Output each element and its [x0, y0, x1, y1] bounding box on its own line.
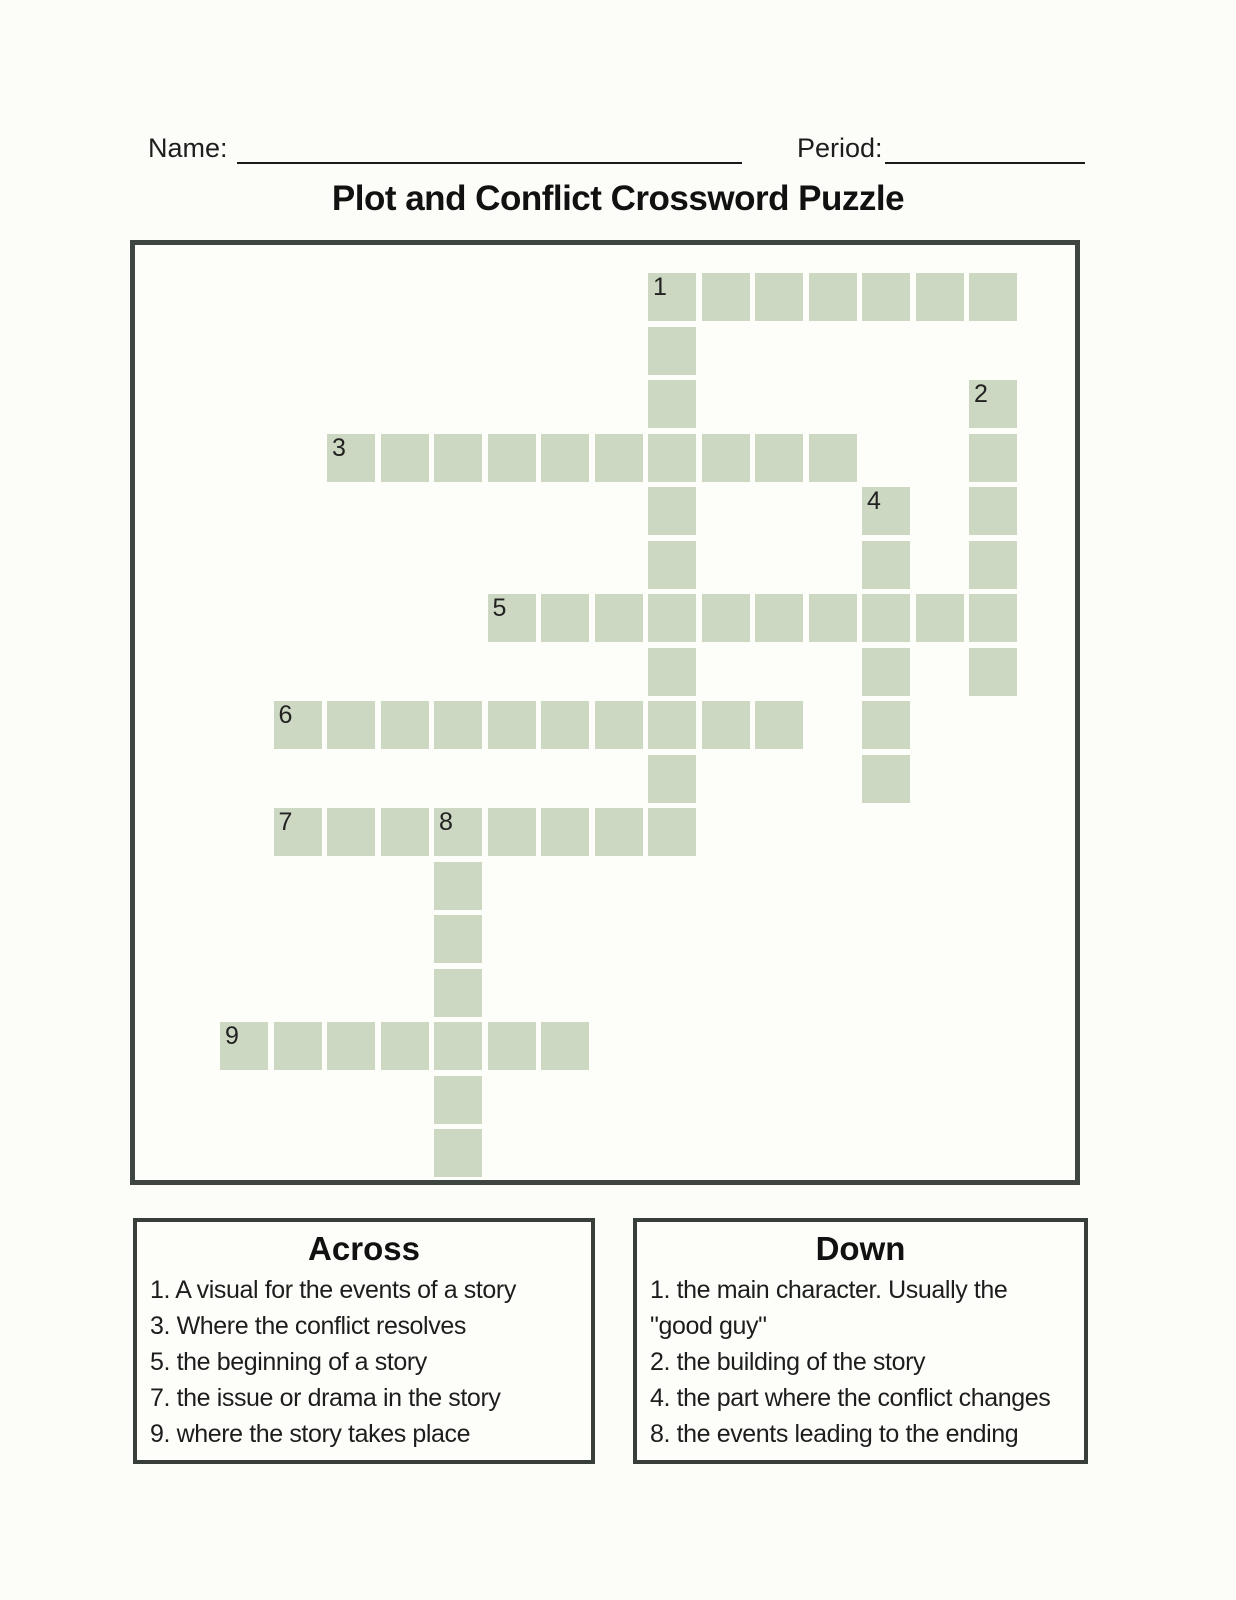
crossword-cell-r0c12[interactable] [862, 273, 910, 321]
crossword-cell-r14c4[interactable] [434, 1022, 482, 1070]
crossword-cell-r3c2[interactable] [327, 434, 375, 482]
crossword-cell-r3c9[interactable] [702, 434, 750, 482]
name-fill-line[interactable] [237, 162, 742, 164]
crossword-cell-r5c14[interactable] [969, 541, 1017, 589]
crossword-cell-r0c14[interactable] [969, 273, 1017, 321]
clue-number: 9 [225, 1022, 239, 1050]
clue-line: 5. the beginning of a story [150, 1348, 427, 1376]
crossword-cell-r9c12[interactable] [862, 755, 910, 803]
clue-line: 7. the issue or drama in the story [150, 1384, 501, 1412]
crossword-cell-r8c2[interactable] [327, 701, 375, 749]
crossword-cell-r3c6[interactable] [541, 434, 589, 482]
crossword-cell-r5c12[interactable] [862, 541, 910, 589]
crossword-cell-r8c1[interactable] [274, 701, 322, 749]
crossword-cell-r7c14[interactable] [969, 648, 1017, 696]
crossword-cell-r11c4[interactable] [434, 862, 482, 910]
clue-line: 9. where the story takes place [150, 1420, 471, 1448]
crossword-cell-r6c9[interactable] [702, 594, 750, 642]
clue-number: 4 [867, 487, 881, 515]
crossword-cell-r14c6[interactable] [541, 1022, 589, 1070]
crossword-cell-r0c13[interactable] [916, 273, 964, 321]
clue-line: 1. A visual for the events of a story [150, 1276, 516, 1304]
crossword-cell-r6c6[interactable] [541, 594, 589, 642]
across-clues-box [133, 1218, 595, 1464]
crossword-cell-r3c3[interactable] [381, 434, 429, 482]
crossword-cell-r10c8[interactable] [648, 808, 696, 856]
crossword-cell-r3c11[interactable] [809, 434, 857, 482]
crossword-cell-r7c12[interactable] [862, 648, 910, 696]
crossword-cell-r4c8[interactable] [648, 487, 696, 535]
crossword-cell-r10c4[interactable] [434, 808, 482, 856]
page-title: Plot and Conflict Crossword Puzzle [331, 179, 905, 218]
crossword-cell-r8c9[interactable] [702, 701, 750, 749]
crossword-cell-r3c14[interactable] [969, 434, 1017, 482]
across-heading: Across [308, 1230, 420, 1267]
crossword-cell-r6c11[interactable] [809, 594, 857, 642]
clue-line: "good guy" [650, 1312, 767, 1340]
crossword-cell-r2c14[interactable] [969, 380, 1017, 428]
crossword-cell-r12c4[interactable] [434, 915, 482, 963]
crossword-cell-r14c1[interactable] [274, 1022, 322, 1070]
down-clue-list [637, 1272, 1084, 1452]
crossword-cell-r3c5[interactable] [488, 434, 536, 482]
clue-line: 3. Where the conflict resolves [150, 1312, 466, 1340]
crossword-cell-r8c7[interactable] [595, 701, 643, 749]
crossword-cell-r10c7[interactable] [595, 808, 643, 856]
crossword-cell-r5c8[interactable] [648, 541, 696, 589]
clue-number: 5 [492, 594, 507, 622]
crossword-cell-r10c6[interactable] [541, 808, 589, 856]
crossword-cell-r7c8[interactable] [648, 648, 696, 696]
crossword-cell-r6c12[interactable] [862, 594, 910, 642]
clue-line: 8. the events leading to the ending [650, 1420, 1019, 1448]
crossword-cell-r14c3[interactable] [381, 1022, 429, 1070]
crossword-cell-r6c7[interactable] [595, 594, 643, 642]
crossword-cell-r10c2[interactable] [327, 808, 375, 856]
crossword-cell-r2c8[interactable] [648, 380, 696, 428]
crossword-cell-r3c4[interactable] [434, 434, 482, 482]
crossword-cell-r4c12[interactable] [862, 487, 910, 535]
crossword-cell-r8c12[interactable] [862, 701, 910, 749]
clue-number: 7 [278, 808, 293, 836]
clue-line: 4. the part where the conflict changes [650, 1384, 1051, 1412]
crossword-cell-r3c7[interactable] [595, 434, 643, 482]
crossword-cell-r6c5[interactable] [488, 594, 536, 642]
crossword-cell-r13c4[interactable] [434, 969, 482, 1017]
crossword-cell-r3c8[interactable] [648, 434, 696, 482]
crossword-grid [130, 240, 1080, 1185]
period-fill-line[interactable] [885, 162, 1085, 164]
crossword-cell-r3c10[interactable] [755, 434, 803, 482]
clue-number: 8 [439, 808, 453, 836]
crossword-cell-r10c5[interactable] [488, 808, 536, 856]
crossword-cell-r0c10[interactable] [755, 273, 803, 321]
crossword-cell-r8c5[interactable] [488, 701, 536, 749]
clue-line: 2. the building of the story [650, 1348, 926, 1376]
clue-number: 6 [278, 701, 293, 729]
period-label: Period: [797, 133, 883, 163]
clue-number: 2 [974, 380, 988, 408]
crossword-cell-r8c8[interactable] [648, 701, 696, 749]
crossword-cell-r6c13[interactable] [916, 594, 964, 642]
crossword-cell-r16c4[interactable] [434, 1129, 482, 1177]
name-label: Name: [148, 133, 228, 163]
crossword-cell-r8c3[interactable] [381, 701, 429, 749]
crossword-cell-r9c8[interactable] [648, 755, 696, 803]
crossword-cell-r10c1[interactable] [274, 808, 322, 856]
crossword-cell-r14c5[interactable] [488, 1022, 536, 1070]
crossword-cell-r8c4[interactable] [434, 701, 482, 749]
crossword-cell-r14c2[interactable] [327, 1022, 375, 1070]
crossword-cell-r6c8[interactable] [648, 594, 696, 642]
clue-line: 1. the main character. Usually the [650, 1276, 1008, 1304]
crossword-cell-r15c4[interactable] [434, 1076, 482, 1124]
crossword-cell-r0c9[interactable] [702, 273, 750, 321]
crossword-cell-r0c11[interactable] [809, 273, 857, 321]
clue-number: 3 [332, 433, 346, 462]
crossword-cell-r0c8[interactable] [648, 273, 696, 321]
clue-number: 1 [653, 273, 667, 301]
crossword-cell-r14c0[interactable] [220, 1022, 268, 1070]
crossword-cell-r1c8[interactable] [648, 327, 696, 375]
crossword-cell-r6c10[interactable] [755, 594, 803, 642]
crossword-cell-r10c3[interactable] [381, 808, 429, 856]
crossword-cell-r8c10[interactable] [755, 701, 803, 749]
across-clue-list [137, 1272, 591, 1452]
down-clues-box [633, 1218, 1088, 1464]
crossword-cell-r4c14[interactable] [969, 487, 1017, 535]
crossword-cell-r6c14[interactable] [969, 594, 1017, 642]
crossword-cell-r8c6[interactable] [541, 701, 589, 749]
down-heading: Down [815, 1230, 906, 1267]
